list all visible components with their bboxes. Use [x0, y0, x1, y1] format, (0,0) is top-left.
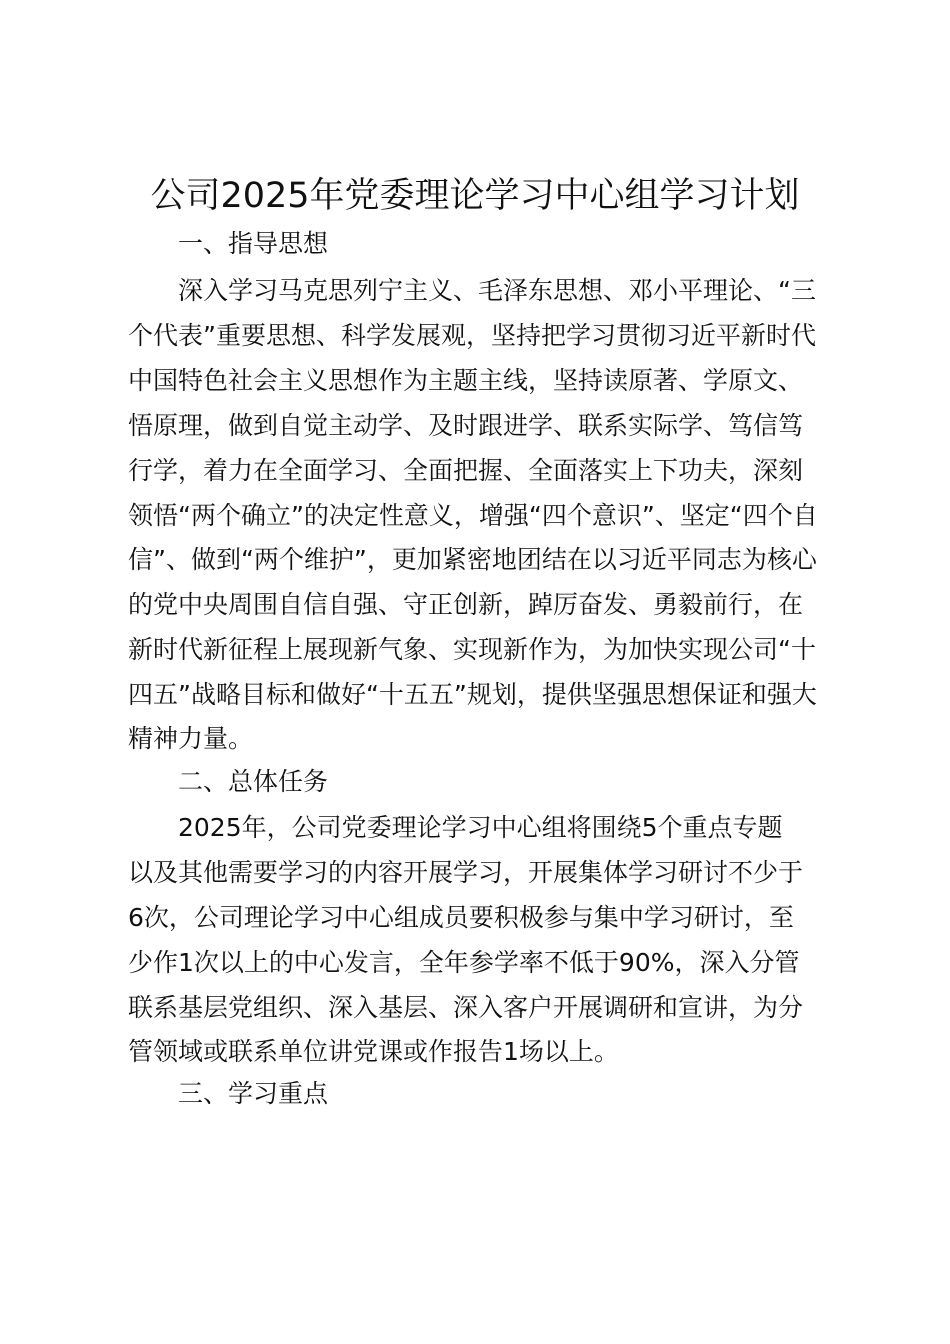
paragraph-line: 行学，着力在全面学习、全面把握、全面落实上下功夫，深刻 — [128, 456, 804, 485]
paragraph-line: 四五”战略目标和做好“十五五”规划，提供坚强思想保证和强大 — [128, 680, 817, 709]
paragraph-line: 新时代新征程上展现新气象、实现新作为，为加快实现公司“十 — [128, 635, 816, 664]
section-heading-overall-tasks: 二、总体任务 — [178, 767, 329, 796]
paragraph-line: 深入学习马克思列宁主义、毛泽东思想、邓小平理论、“三 — [178, 276, 816, 305]
section-heading-guiding-ideology: 一、指导思想 — [178, 229, 329, 258]
paragraph-line: 的党中央周围自信自强、守正创新，踔厉奋发、勇毅前行，在 — [128, 590, 804, 619]
document-title: 公司2025年党委理论学习中心组学习计划 — [150, 176, 800, 216]
paragraph-line: 2025年，公司党委理论学习中心组将围绕5个重点专题 — [178, 813, 783, 842]
paragraph-line: 精神力量。 — [128, 724, 254, 753]
section-heading-study-focus: 三、学习重点 — [178, 1079, 329, 1108]
paragraph-line: 个代表”重要思想、科学发展观，坚持把学习贯彻习近平新时代 — [128, 321, 816, 350]
paragraph-line: 联系基层党组织、深入基层、深入客户开展调研和宣讲，为分 — [128, 993, 804, 1022]
paragraph-line: 管领域或联系单位讲党课或作报告1场以上。 — [128, 1037, 619, 1066]
paragraph-line: 以及其他需要学习的内容开展学习，开展集体学习研讨不少于 — [128, 858, 804, 887]
paragraph-line: 少作1次以上的中心发言，全年参学率不低于90%，深入分管 — [128, 948, 800, 977]
paragraph-line: 信”、做到“两个维护”，更加紧密地团结在以习近平同志为核心 — [128, 545, 817, 574]
paragraph-line: 6次，公司理论学习中心组成员要积极参与集中学习研讨，至 — [128, 903, 794, 932]
paragraph-line: 领悟“两个确立”的决定性意义，增强“四个意识”、坚定“四个自 — [128, 501, 818, 530]
paragraph-line: 悟原理，做到自觉主动学、及时跟进学、联系实际学、笃信笃 — [128, 411, 804, 440]
paragraph-line: 中国特色社会主义思想作为主题主线，坚持读原著、学原文、 — [128, 366, 804, 395]
